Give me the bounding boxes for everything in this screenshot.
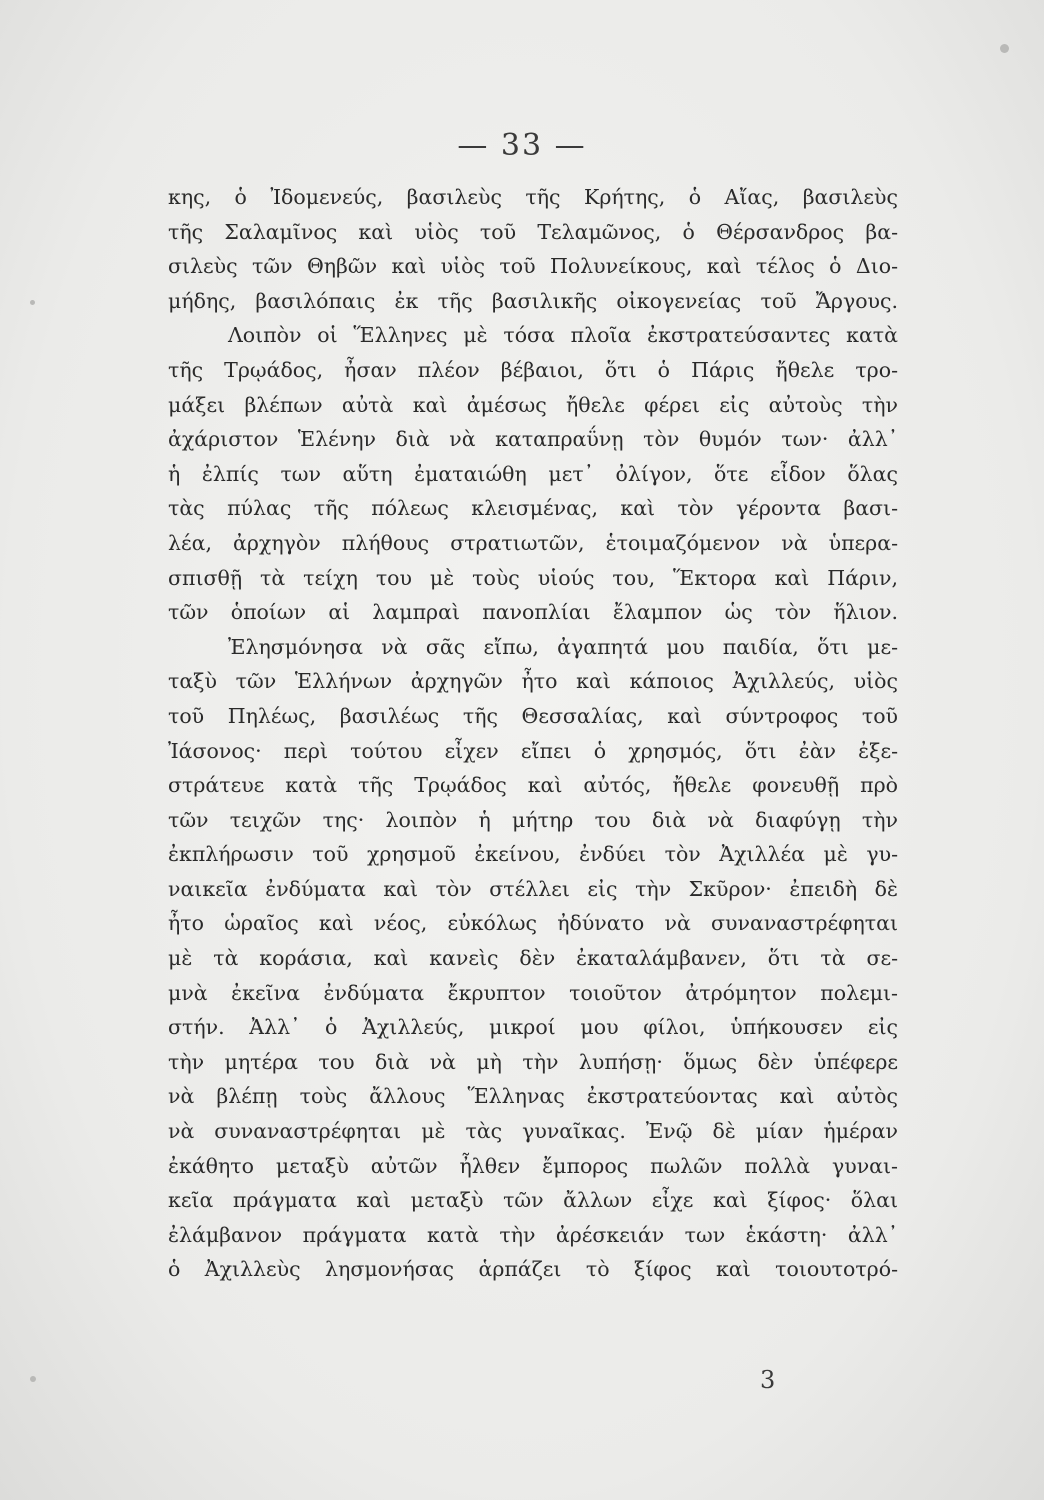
text-line: τὰς πύλας τῆς πόλεως κλεισμένας, καὶ τὸν γέροντα βασι- xyxy=(168,496,898,521)
text-line: τοῦ Πηλέως, βασιλέως τῆς Θεσσαλίας, καὶ σύντροφος τοῦ xyxy=(168,703,898,728)
paper-speck xyxy=(1000,44,1009,53)
text-line: ναικεῖα ἐνδύματα καὶ τὸν στέλλει εἰς τὴν Σκῦρον· ἐπειδὴ δὲ xyxy=(168,876,898,901)
text-line: μήδης, βασιλόπαις ἐκ τῆς βασιλικῆς οἰκογενείας τοῦ Ἄργους. xyxy=(168,288,898,313)
text-line: τῆς Σαλαμῖνος καὶ υἱὸς τοῦ Τελαμῶνος, ὁ Θέρσανδρος βα- xyxy=(168,219,898,244)
paper-speck xyxy=(30,300,35,305)
text-line: νὰ συναναστρέφηται μὲ τὰς γυναῖκας. Ἐνῷ δὲ μίαν ἡμέραν xyxy=(168,1119,898,1144)
paper-speck xyxy=(30,1376,36,1382)
text-line: ὁ Ἀχιλλεὺς λησμονήσας ἁρπάζει τὸ ξίφος καὶ τοιουτοτρό- xyxy=(168,1257,898,1282)
text-line: ἐλάμβανον πράγματα κατὰ τὴν ἀρέσκειάν των ἑκάστη· ἀλλ᾽ xyxy=(168,1222,898,1247)
text-line: τῶν τειχῶν της· λοιπὸν ἡ μήτηρ του διὰ νὰ διαφύγῃ τὴν xyxy=(168,807,898,832)
text-line: λέα, ἀρχηγὸν πλήθους στρατιωτῶν, ἑτοιμαζόμενον νὰ ὑπερα- xyxy=(168,530,898,555)
text-line: ἦτο ὡραῖος καὶ νέος, εὐκόλως ἠδύνατο νὰ συναναστρέφηται xyxy=(168,911,898,936)
text-line: Ἰάσονος· περὶ τούτου εἶχεν εἴπει ὁ χρησμός, ὅτι ἐὰν ἐξε- xyxy=(168,738,898,763)
text-line: κεῖα πράγματα καὶ μεταξὺ τῶν ἄλλων εἶχε καὶ ξίφος· ὅλαι xyxy=(168,1188,898,1213)
text-line: ἐκάθητο μεταξὺ αὐτῶν ἦλθεν ἔμπορος πωλῶν πολλὰ γυναι- xyxy=(168,1153,898,1178)
text-line: ἡ ἐλπίς των αὕτη ἐματαιώθη μετ᾽ ὀλίγον, ὅτε εἶδον ὅλας xyxy=(168,461,898,486)
text-line: τὴν μητέρα του διὰ νὰ μὴ τὴν λυπήσῃ· ὅμως δὲν ὑπέφερε xyxy=(168,1049,898,1074)
text-line: ἀχάριστον Ἑλένην διὰ νὰ καταπραΰνῃ τὸν θυμόν των· ἀλλ᾽ xyxy=(168,427,898,452)
text-line: Λοιπὸν οἱ Ἕλληνες μὲ τόσα πλοῖα ἐκστρατεύσαντες κατὰ xyxy=(228,323,898,348)
signature-mark: 3 xyxy=(760,1366,776,1394)
text-line: Ἐλησμόνησα νὰ σᾶς εἴπω, ἀγαπητά μου παιδία, ὅτι με- xyxy=(228,634,898,659)
text-line: μνὰ ἐκεῖνα ἐνδύματα ἔκρυπτον τοιοῦτον ἀτρόμητον πολεμι- xyxy=(168,980,898,1005)
text-line: νὰ βλέπῃ τοὺς ἄλλους Ἕλληνας ἐκστρατεύοντας καὶ αὐτὸς xyxy=(168,1084,898,1109)
text-line: μὲ τὰ κοράσια, καὶ κανεὶς δὲν ἐκαταλάμβανεν, ὅτι τὰ σε- xyxy=(168,946,898,971)
text-line: τῶν ὁποίων αἱ λαμπραὶ πανοπλίαι ἔλαμπον ὡς τὸν ἥλιον. xyxy=(168,600,898,625)
text-line: κης, ὁ Ἰδομενεύς, βασιλεὺς τῆς Κρήτης, ὁ Αἴας, βασιλεὺς xyxy=(168,185,898,209)
text-line: μάξει βλέπων αὐτὰ καὶ ἀμέσως ἤθελε φέρει εἰς αὐτοὺς τὴν xyxy=(168,392,898,417)
text-line: στράτευε κατὰ τῆς Τρῳάδος καὶ αὐτός, ἤθελε φονευθῇ πρὸ xyxy=(168,773,898,798)
body-text xyxy=(168,180,898,1287)
text-line: ἐκπλήρωσιν τοῦ χρησμοῦ ἐκείνου, ἐνδύει τὸν Ἀχιλλέα μὲ γυ- xyxy=(168,842,898,867)
text-line: σιλεὺς τῶν Θηβῶν καὶ υἱὸς τοῦ Πολυνείκους, καὶ τέλος ὁ Διο- xyxy=(168,254,898,279)
text-line: σπισθῇ τὰ τείχη του μὲ τοὺς υἱούς του, Ἕκτορα καὶ Πάριν, xyxy=(168,565,898,590)
text-line: στήν. Ἀλλ᾽ ὁ Ἀχιλλεύς, μικροί μου φίλοι, ὑπήκουσεν εἰς xyxy=(168,1015,898,1040)
text-line: ταξὺ τῶν Ἑλλήνων ἀρχηγῶν ἦτο καὶ κάποιος Ἀχιλλεύς, υἱὸς xyxy=(168,669,898,694)
page-number: — 33 — xyxy=(457,128,587,163)
text-line: τῆς Τρῳάδος, ἦσαν πλέον βέβαιοι, ὅτι ὁ Πάρις ἤθελε τρο- xyxy=(168,357,898,382)
